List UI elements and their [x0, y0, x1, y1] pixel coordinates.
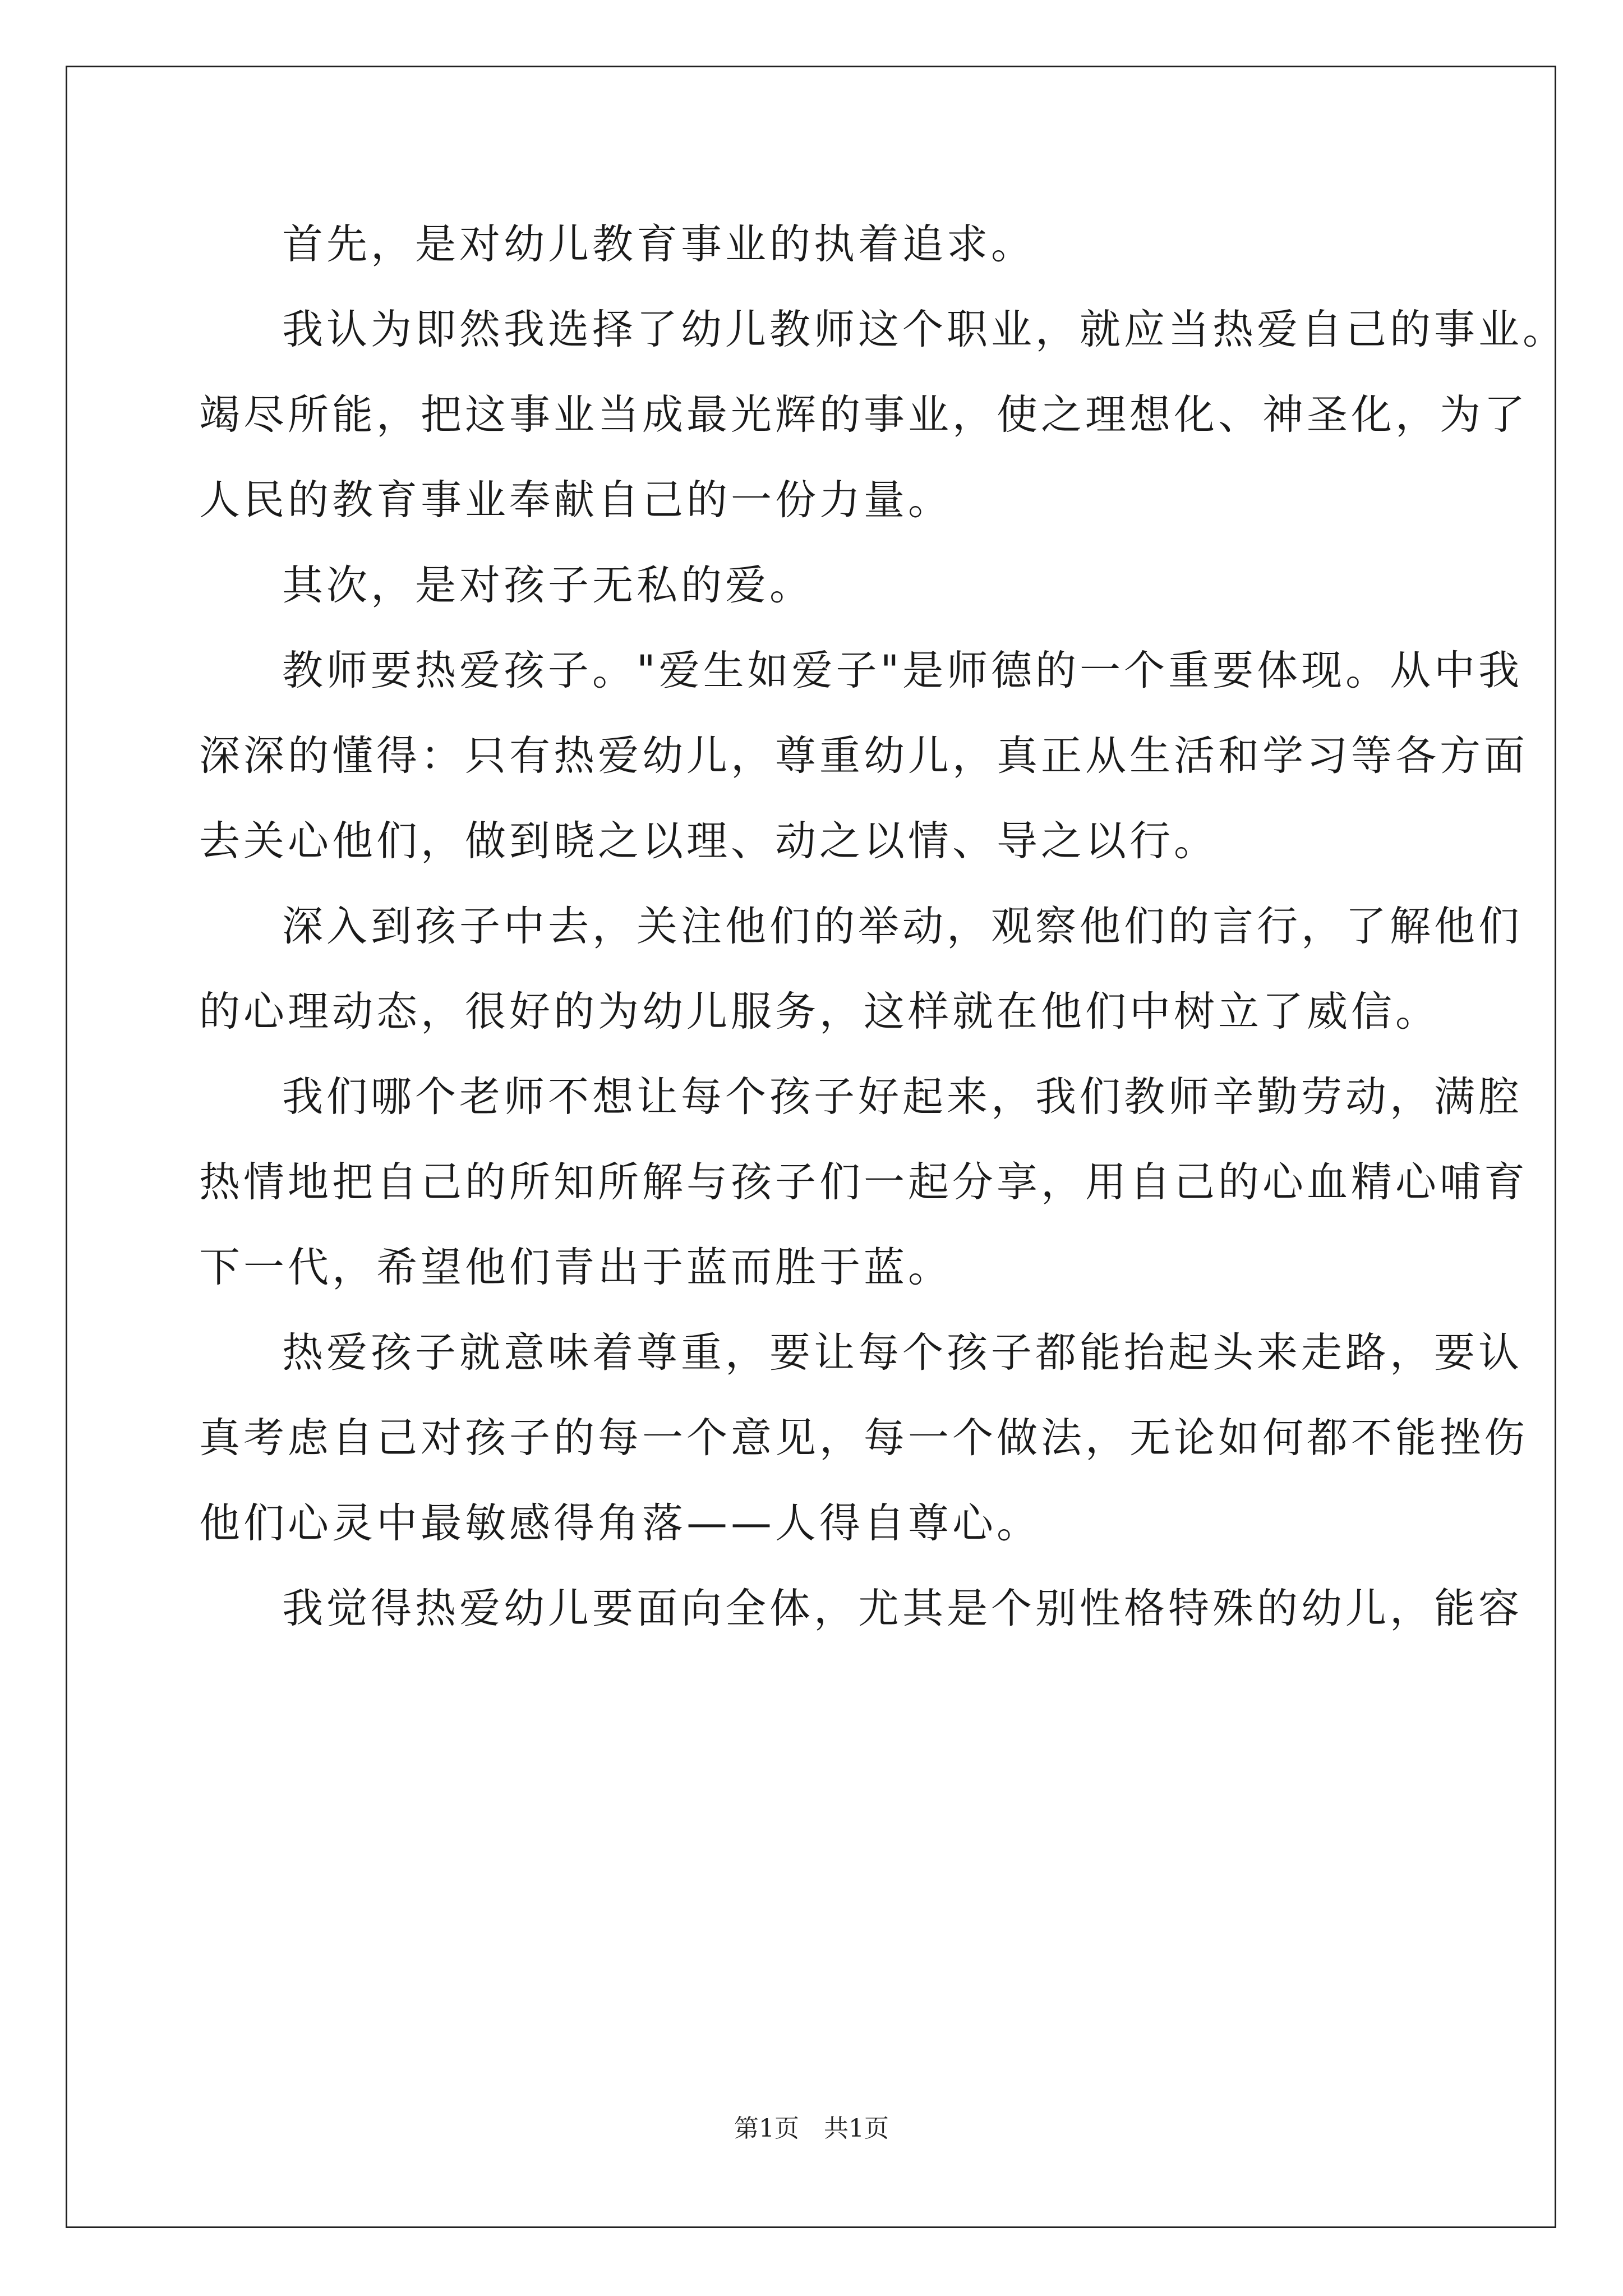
paragraph-6-line-3: 下一代，希望他们青出于蓝而胜于蓝。: [199, 1244, 952, 1291]
paragraph-3-line-1: 其次，是对孩子无私的爱。: [282, 562, 814, 609]
paragraph-4-line-3: 去关心他们，做到晓之以理、动之以情、导之以行。: [199, 817, 1218, 865]
paragraph-2-line-1: 我认为即然我选择了幼儿教师这个职业，就应当热爱自己的事业。: [282, 306, 1567, 353]
paragraph-1-line-1: 首先，是对幼儿教育事业的执着追求。: [282, 220, 1035, 268]
paragraph-6-line-1: 我们哪个老师不想让每个孩子好起来，我们教师辛勤劳动，满腔: [282, 1073, 1523, 1121]
paragraph-2-line-2: 竭尽所能，把这事业当成最光辉的事业，使之理想化、神圣化，为了: [199, 391, 1528, 439]
paragraph-7-line-1: 热爱孩子就意味着尊重，要让每个孩子都能抬起头来走路，要认: [282, 1329, 1523, 1377]
paragraph-2-line-3: 人民的教育事业奉献自己的一份力量。: [199, 476, 952, 524]
paragraph-4-line-1: 教师要热爱孩子。"爱生如爱子"是师德的一个重要体现。从中我: [282, 647, 1523, 694]
paragraph-4-line-2: 深深的懂得：只有热爱幼儿，尊重幼儿，真正从生活和学习等各方面: [199, 732, 1528, 780]
paragraph-8-line-1: 我觉得热爱幼儿要面向全体，尤其是个别性格特殊的幼儿，能容: [282, 1585, 1523, 1632]
paragraph-5-line-1: 深入到孩子中去，关注他们的举动，观察他们的言行，了解他们: [282, 903, 1523, 950]
paragraph-6-line-2: 热情地把自己的所知所解与孩子们一起分享，用自己的心血精心哺育: [199, 1158, 1528, 1206]
page-footer: 第1页 共1页: [734, 2114, 889, 2143]
paragraph-7-line-2: 真考虑自己对孩子的每一个意见，每一个做法，无论如何都不能挫伤: [199, 1414, 1528, 1462]
paragraph-7-line-3: 他们心灵中最敏感得角落——人得自尊心。: [199, 1499, 1041, 1547]
paragraph-5-line-2: 的心理动态，很好的为幼儿服务，这样就在他们中树立了威信。: [199, 988, 1440, 1036]
